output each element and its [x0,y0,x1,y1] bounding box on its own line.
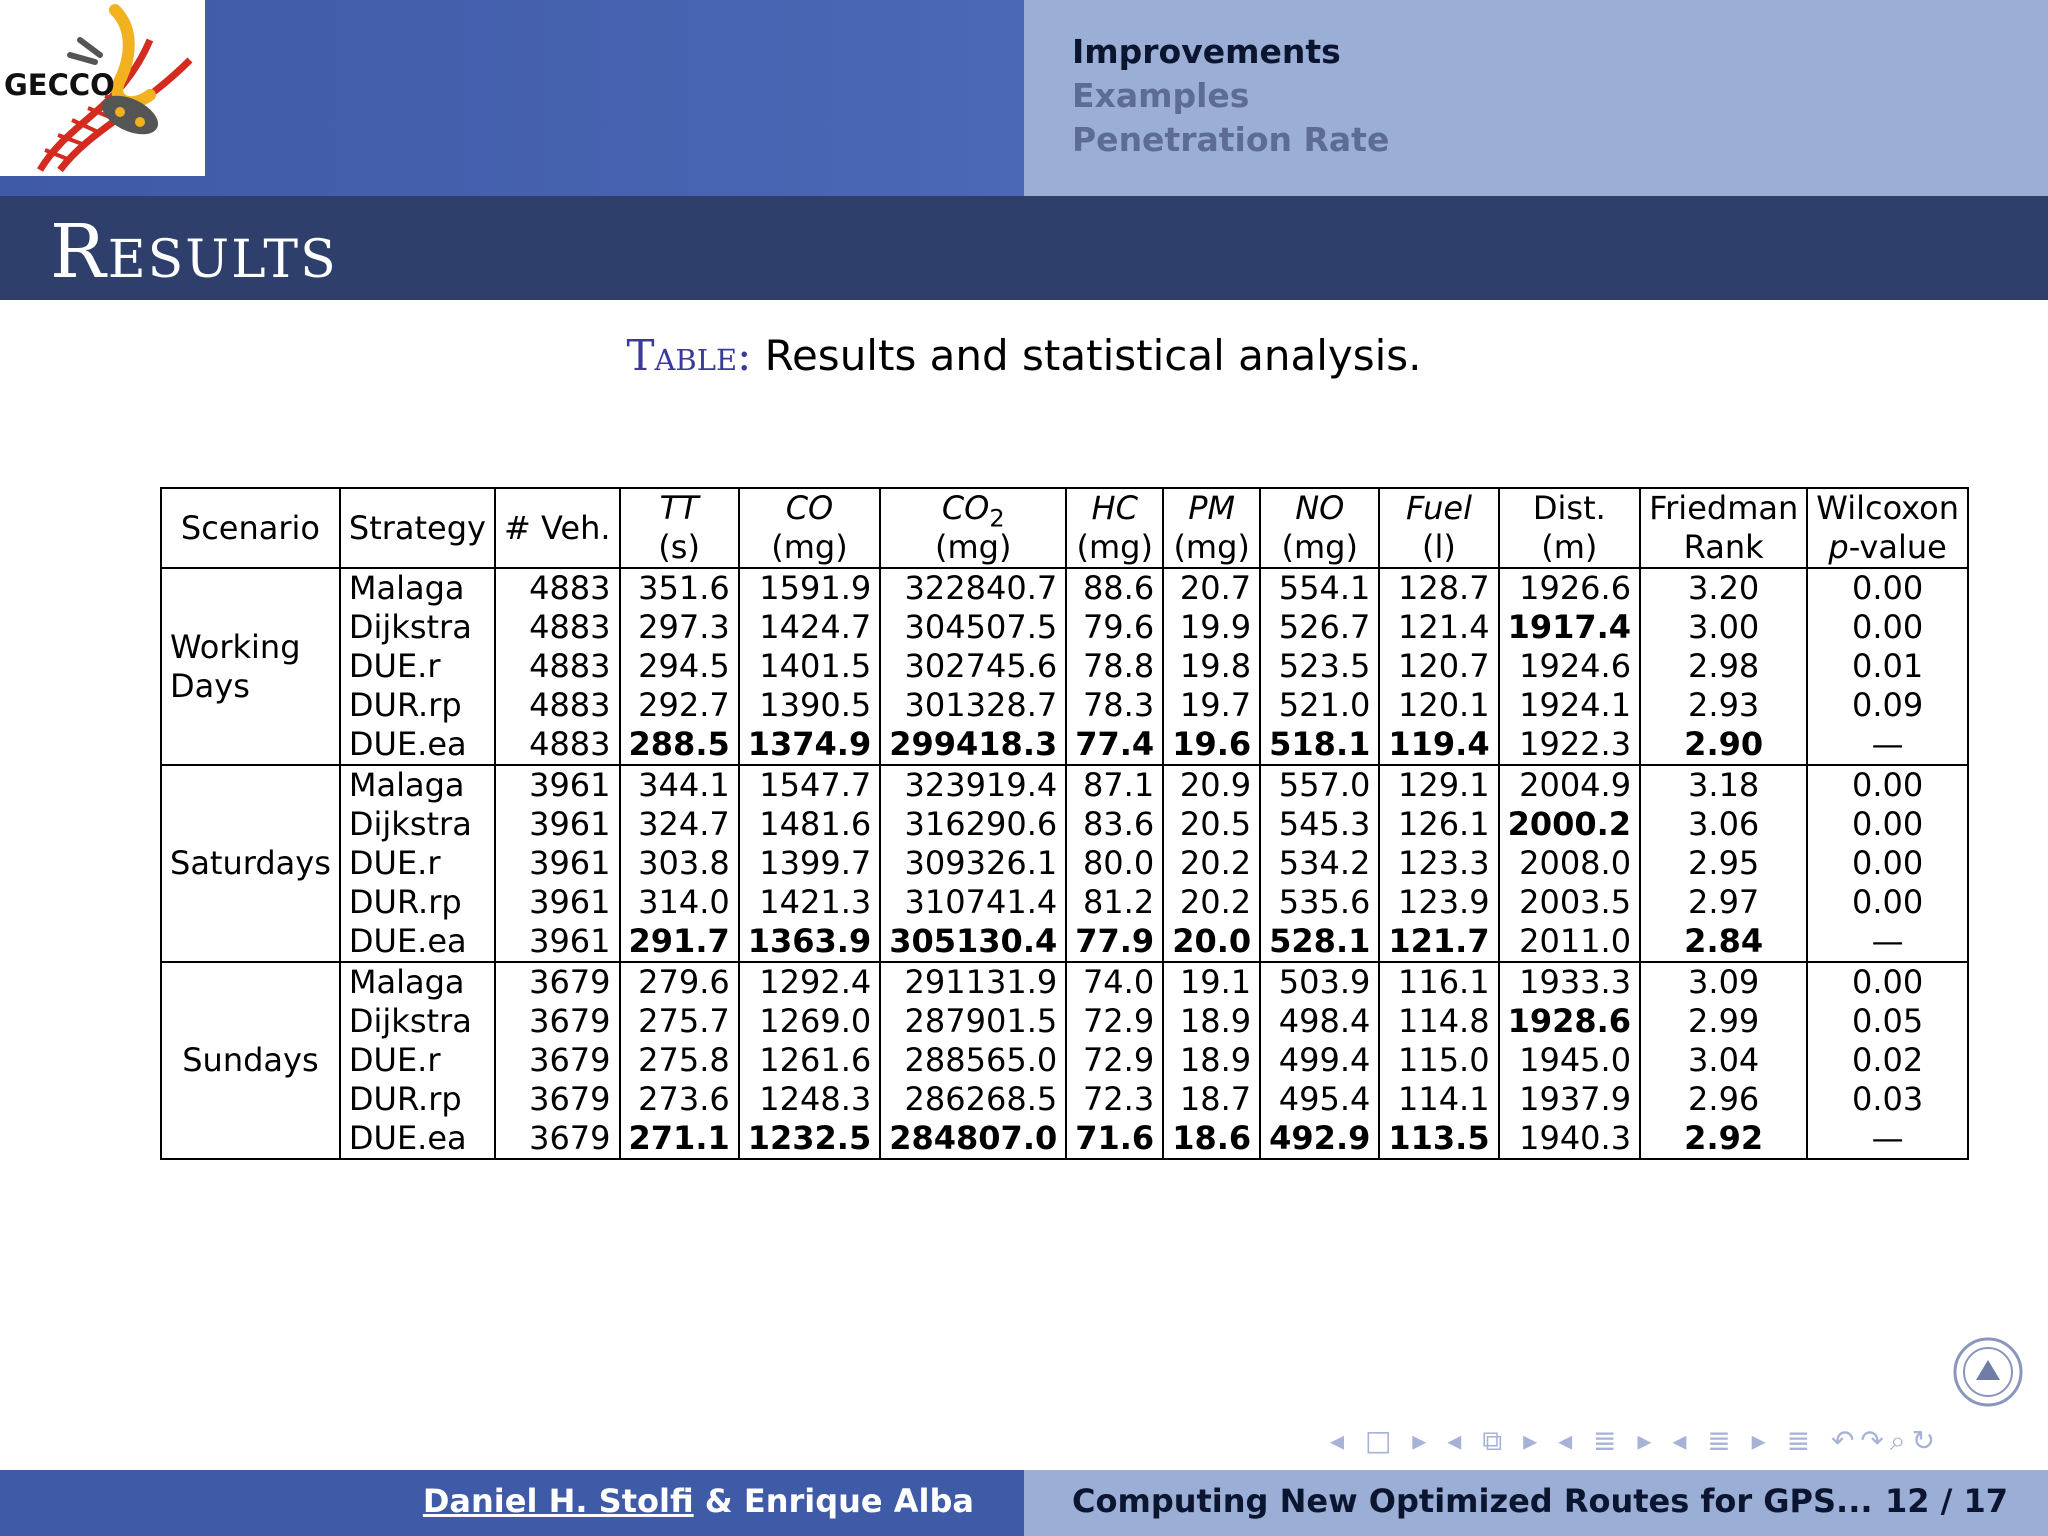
value-cell: 557.0 [1260,765,1379,805]
value-cell: 1421.3 [739,883,880,922]
value-cell: 1945.0 [1499,1041,1640,1080]
value-cell: 20.2 [1163,883,1260,922]
strategy-cell: Malaga [340,962,495,1002]
value-cell: 3679 [495,962,620,1002]
value-cell: 0.00 [1807,962,1968,1002]
strategy-cell: DUE.r [340,1041,495,1080]
subsection-link-improvements[interactable]: Improvements [1072,32,1341,71]
scenario-cell [161,568,340,765]
university-seal-icon [1952,1336,2024,1408]
strategy-cell: DUE.ea [340,1119,495,1159]
header-wilcoxon-label: Wilcoxon [1816,489,1959,527]
value-cell: 288565.0 [880,1041,1066,1080]
value-cell: 123.9 [1379,883,1498,922]
value-cell: 2.95 [1640,844,1807,883]
value-cell: 3961 [495,805,620,844]
value-cell: 304507.5 [880,608,1066,647]
value-cell: 115.0 [1379,1041,1498,1080]
value-cell: 1937.9 [1499,1080,1640,1119]
value-cell: 1481.6 [739,805,880,844]
value-cell: 2.98 [1640,647,1807,686]
scenario-cell [161,765,340,962]
header-friedman [1640,488,1807,568]
value-cell: 291.7 [620,922,739,962]
value-cell: 128.7 [1379,568,1498,608]
value-cell: 1232.5 [739,1119,880,1159]
value-cell: 129.1 [1379,765,1498,805]
value-cell: — [1807,922,1968,962]
value-cell: 2.96 [1640,1080,1807,1119]
value-cell: 2.90 [1640,725,1807,765]
value-cell: 1928.6 [1499,1002,1640,1041]
table-row [161,1080,1968,1119]
value-cell: 302745.6 [880,647,1066,686]
value-cell: 286268.5 [880,1080,1066,1119]
footer-authors [423,1482,974,1520]
value-cell: 83.6 [1066,805,1163,844]
value-cell: 20.0 [1163,922,1260,962]
subsection-link-examples[interactable]: Examples [1072,76,1250,115]
logo-text: GECCO [4,68,115,102]
value-cell: 1926.6 [1499,568,1640,608]
value-cell: 291131.9 [880,962,1066,1002]
value-cell: 1374.9 [739,725,880,765]
header-wilcoxon-p: p [1828,528,1849,566]
header-co2-main: CO [941,489,990,527]
value-cell: 3.09 [1640,962,1807,1002]
strategy-cell: Dijkstra [340,1002,495,1041]
table-row [161,883,1968,922]
value-cell: 1591.9 [739,568,880,608]
value-cell: 4883 [495,686,620,725]
value-cell: 19.7 [1163,686,1260,725]
value-cell: 3.04 [1640,1041,1807,1080]
header-co-unit: (mg) [771,528,848,566]
value-cell: 0.00 [1807,805,1968,844]
strategy-cell: Dijkstra [340,608,495,647]
value-cell: 20.7 [1163,568,1260,608]
value-cell: 287901.5 [880,1002,1066,1041]
subsection-link-penetration-rate[interactable]: Penetration Rate [1072,120,1390,159]
value-cell: 3.00 [1640,608,1807,647]
value-cell: 0.05 [1807,1002,1968,1041]
strategy-cell: DUE.r [340,647,495,686]
value-cell: 523.5 [1260,647,1379,686]
value-cell: 18.9 [1163,1041,1260,1080]
value-cell: 3961 [495,922,620,962]
value-cell: 554.1 [1260,568,1379,608]
value-cell: 119.4 [1379,725,1498,765]
value-cell: 120.7 [1379,647,1498,686]
table-header-row [161,488,1968,568]
value-cell: 20.5 [1163,805,1260,844]
value-cell: 344.1 [620,765,739,805]
header-co [739,488,880,568]
value-cell: 503.9 [1260,962,1379,1002]
header-wilcoxon-value: -value [1848,528,1947,566]
value-cell: 1390.5 [739,686,880,725]
value-cell: 0.03 [1807,1080,1968,1119]
frame-title-bar [0,196,2048,300]
table-row [161,647,1968,686]
value-cell: 279.6 [620,962,739,1002]
value-cell: 323919.4 [880,765,1066,805]
value-cell: 2.92 [1640,1119,1807,1159]
value-cell: 121.4 [1379,608,1498,647]
value-cell: 2008.0 [1499,844,1640,883]
table-row [161,686,1968,725]
value-cell: 4883 [495,568,620,608]
header-no-label: NO [1295,489,1345,527]
value-cell: 18.9 [1163,1002,1260,1041]
value-cell: 309326.1 [880,844,1066,883]
header-strategy: Strategy [340,488,495,568]
value-cell: 2.84 [1640,922,1807,962]
value-cell: 0.01 [1807,647,1968,686]
header-right-panel [1024,0,2048,196]
value-cell: 1424.7 [739,608,880,647]
header-co2-sub: 2 [989,504,1005,533]
value-cell: 498.4 [1260,1002,1379,1041]
header-fuel [1379,488,1498,568]
strategy-cell: DUR.rp [340,883,495,922]
value-cell: 1922.3 [1499,725,1640,765]
table-row [161,1002,1968,1041]
header-hc-label: HC [1091,489,1138,527]
header-co-label: CO [785,489,834,527]
author-link[interactable]: Daniel H. Stolfi [422,1482,694,1520]
footer-right [1024,1470,2048,1536]
strategy-cell: Dijkstra [340,805,495,844]
value-cell: 303.8 [620,844,739,883]
value-cell: 322840.7 [880,568,1066,608]
table-row [161,608,1968,647]
value-cell: 80.0 [1066,844,1163,883]
value-cell: 2003.5 [1499,883,1640,922]
value-cell: 1401.5 [739,647,880,686]
value-cell: 3679 [495,1041,620,1080]
header-no-unit: (mg) [1281,528,1358,566]
value-cell: 79.6 [1066,608,1163,647]
value-cell: 2.99 [1640,1002,1807,1041]
value-cell: — [1807,725,1968,765]
value-cell: 18.6 [1163,1119,1260,1159]
value-cell: 284807.0 [880,1119,1066,1159]
scenario-label: Days [170,666,250,705]
value-cell: 88.6 [1066,568,1163,608]
header-fuel-label: Fuel [1405,489,1472,527]
header-tt-label: TT [659,489,699,527]
value-cell: 299418.3 [880,725,1066,765]
value-cell: 3961 [495,883,620,922]
header-dist-label: Dist. [1532,489,1606,527]
header-wilcoxon-unit [1816,528,1959,567]
value-cell: 3.18 [1640,765,1807,805]
value-cell: 78.3 [1066,686,1163,725]
value-cell: 2004.9 [1499,765,1640,805]
author-rest: & Enrique Alba [693,1482,974,1520]
value-cell: 1924.1 [1499,686,1640,725]
value-cell: 19.6 [1163,725,1260,765]
scenario-cell [161,962,340,1159]
strategy-cell: DUE.ea [340,725,495,765]
strategy-cell: DUR.rp [340,1080,495,1119]
value-cell: 3679 [495,1080,620,1119]
strategy-cell: DUE.ea [340,922,495,962]
value-cell: 526.7 [1260,608,1379,647]
value-cell: 78.8 [1066,647,1163,686]
value-cell: 1917.4 [1499,608,1640,647]
results-table [160,487,1969,1160]
value-cell: 1363.9 [739,922,880,962]
scenario-label: Saturdays [170,844,331,882]
value-cell: 18.7 [1163,1080,1260,1119]
value-cell: 0.00 [1807,844,1968,883]
value-cell: 114.8 [1379,1002,1498,1041]
value-cell: 521.0 [1260,686,1379,725]
beamer-nav-symbols[interactable]: ◂ □ ▸ ◂ ⧉ ▸ ◂ ≣ ▸ ◂ ≣ ▸ ≣ ↶↷⌕↻ [1330,1424,1942,1457]
gecco-logo [0,0,205,176]
value-cell: 19.8 [1163,647,1260,686]
value-cell: 528.1 [1260,922,1379,962]
header [0,0,2048,196]
value-cell: 275.7 [620,1002,739,1041]
header-pm [1163,488,1260,568]
value-cell: 4883 [495,725,620,765]
value-cell: 4883 [495,608,620,647]
value-cell: 3961 [495,844,620,883]
strategy-cell: Malaga [340,568,495,608]
header-tt [620,488,739,568]
header-veh: # Veh. [495,488,620,568]
value-cell: 351.6 [620,568,739,608]
scenario-label: Working [170,627,301,666]
header-fuel-unit: (l) [1422,528,1456,566]
table-row [161,922,1968,962]
value-cell: 71.6 [1066,1119,1163,1159]
value-cell: 81.2 [1066,883,1163,922]
value-cell: 294.5 [620,647,739,686]
header-tt-unit: (s) [658,528,700,566]
value-cell: 518.1 [1260,725,1379,765]
value-cell: 1399.7 [739,844,880,883]
value-cell: 4883 [495,647,620,686]
value-cell: 19.1 [1163,962,1260,1002]
page-number: 12 / 17 [1884,1482,2008,1520]
value-cell: 492.9 [1260,1119,1379,1159]
table-row [161,765,1968,805]
frame-title: Results [50,209,338,295]
value-cell: 0.00 [1807,568,1968,608]
value-cell: 74.0 [1066,962,1163,1002]
value-cell: 1933.3 [1499,962,1640,1002]
value-cell: 20.9 [1163,765,1260,805]
value-cell: 0.00 [1807,608,1968,647]
value-cell: 1292.4 [739,962,880,1002]
value-cell: 120.1 [1379,686,1498,725]
value-cell: 114.1 [1379,1080,1498,1119]
header-no [1260,488,1379,568]
value-cell: 495.4 [1260,1080,1379,1119]
value-cell: 19.9 [1163,608,1260,647]
value-cell: 2.93 [1640,686,1807,725]
value-cell: 545.3 [1260,805,1379,844]
value-cell: 301328.7 [880,686,1066,725]
header-pm-unit: (mg) [1173,528,1250,566]
header-hc [1066,488,1163,568]
value-cell: 123.3 [1379,844,1498,883]
header-pm-label: PM [1188,489,1236,527]
value-cell: 0.00 [1807,883,1968,922]
header-friedman-unit: Rank [1683,528,1764,566]
value-cell: 271.1 [620,1119,739,1159]
strategy-cell: DUE.r [340,844,495,883]
header-co2 [880,488,1066,568]
caption-text: Results and statistical analysis. [764,331,1422,380]
value-cell: 297.3 [620,608,739,647]
value-cell: 72.9 [1066,1041,1163,1080]
header-co2-label [889,489,1057,533]
value-cell: 305130.4 [880,922,1066,962]
table-body [161,568,1968,1159]
value-cell: 1924.6 [1499,647,1640,686]
value-cell: 3679 [495,1002,620,1041]
table-row [161,725,1968,765]
value-cell: 1269.0 [739,1002,880,1041]
table-row [161,805,1968,844]
value-cell: 2011.0 [1499,922,1640,962]
header-wilcoxon [1807,488,1968,568]
subsection-nav [1072,30,1389,162]
strategy-cell: Malaga [340,765,495,805]
table-row [161,844,1968,883]
header-hc-unit: (mg) [1076,528,1153,566]
value-cell: 72.9 [1066,1002,1163,1041]
value-cell: 288.5 [620,725,739,765]
table-caption [0,330,2048,382]
value-cell: 2000.2 [1499,805,1640,844]
table-row [161,962,1968,1002]
value-cell: 534.2 [1260,844,1379,883]
value-cell: 3.20 [1640,568,1807,608]
table-row [161,1119,1968,1159]
value-cell: 273.6 [620,1080,739,1119]
header-co2-unit: (mg) [935,528,1012,566]
value-cell: 3961 [495,765,620,805]
value-cell: 292.7 [620,686,739,725]
value-cell: 1940.3 [1499,1119,1640,1159]
footer-title: Computing New Optimized Routes for GPS... [1072,1482,1873,1520]
value-cell: 77.4 [1066,725,1163,765]
value-cell: 0.02 [1807,1041,1968,1080]
footer-left [0,1470,1024,1536]
value-cell: 77.9 [1066,922,1163,962]
table-row [161,568,1968,608]
value-cell: 535.6 [1260,883,1379,922]
value-cell: — [1807,1119,1968,1159]
value-cell: 113.5 [1379,1119,1498,1159]
header-dist-unit: (m) [1541,528,1598,566]
value-cell: 87.1 [1066,765,1163,805]
value-cell: 116.1 [1379,962,1498,1002]
value-cell: 2.97 [1640,883,1807,922]
value-cell: 126.1 [1379,805,1498,844]
value-cell: 3.06 [1640,805,1807,844]
scenario-label: Sundays [182,1041,319,1079]
value-cell: 314.0 [620,883,739,922]
value-cell: 20.2 [1163,844,1260,883]
value-cell: 316290.6 [880,805,1066,844]
header-scenario: Scenario [161,488,340,568]
value-cell: 0.00 [1807,765,1968,805]
value-cell: 324.7 [620,805,739,844]
value-cell: 499.4 [1260,1041,1379,1080]
header-dist [1499,488,1640,568]
value-cell: 310741.4 [880,883,1066,922]
caption-label: Table: [626,331,752,380]
value-cell: 0.09 [1807,686,1968,725]
strategy-cell: DUR.rp [340,686,495,725]
value-cell: 1248.3 [739,1080,880,1119]
value-cell: 1547.7 [739,765,880,805]
value-cell: 1261.6 [739,1041,880,1080]
table-row [161,1041,1968,1080]
value-cell: 121.7 [1379,922,1498,962]
header-friedman-label: Friedman [1649,489,1799,527]
value-cell: 275.8 [620,1041,739,1080]
header-left-panel [0,0,1024,196]
value-cell: 72.3 [1066,1080,1163,1119]
value-cell: 3679 [495,1119,620,1159]
